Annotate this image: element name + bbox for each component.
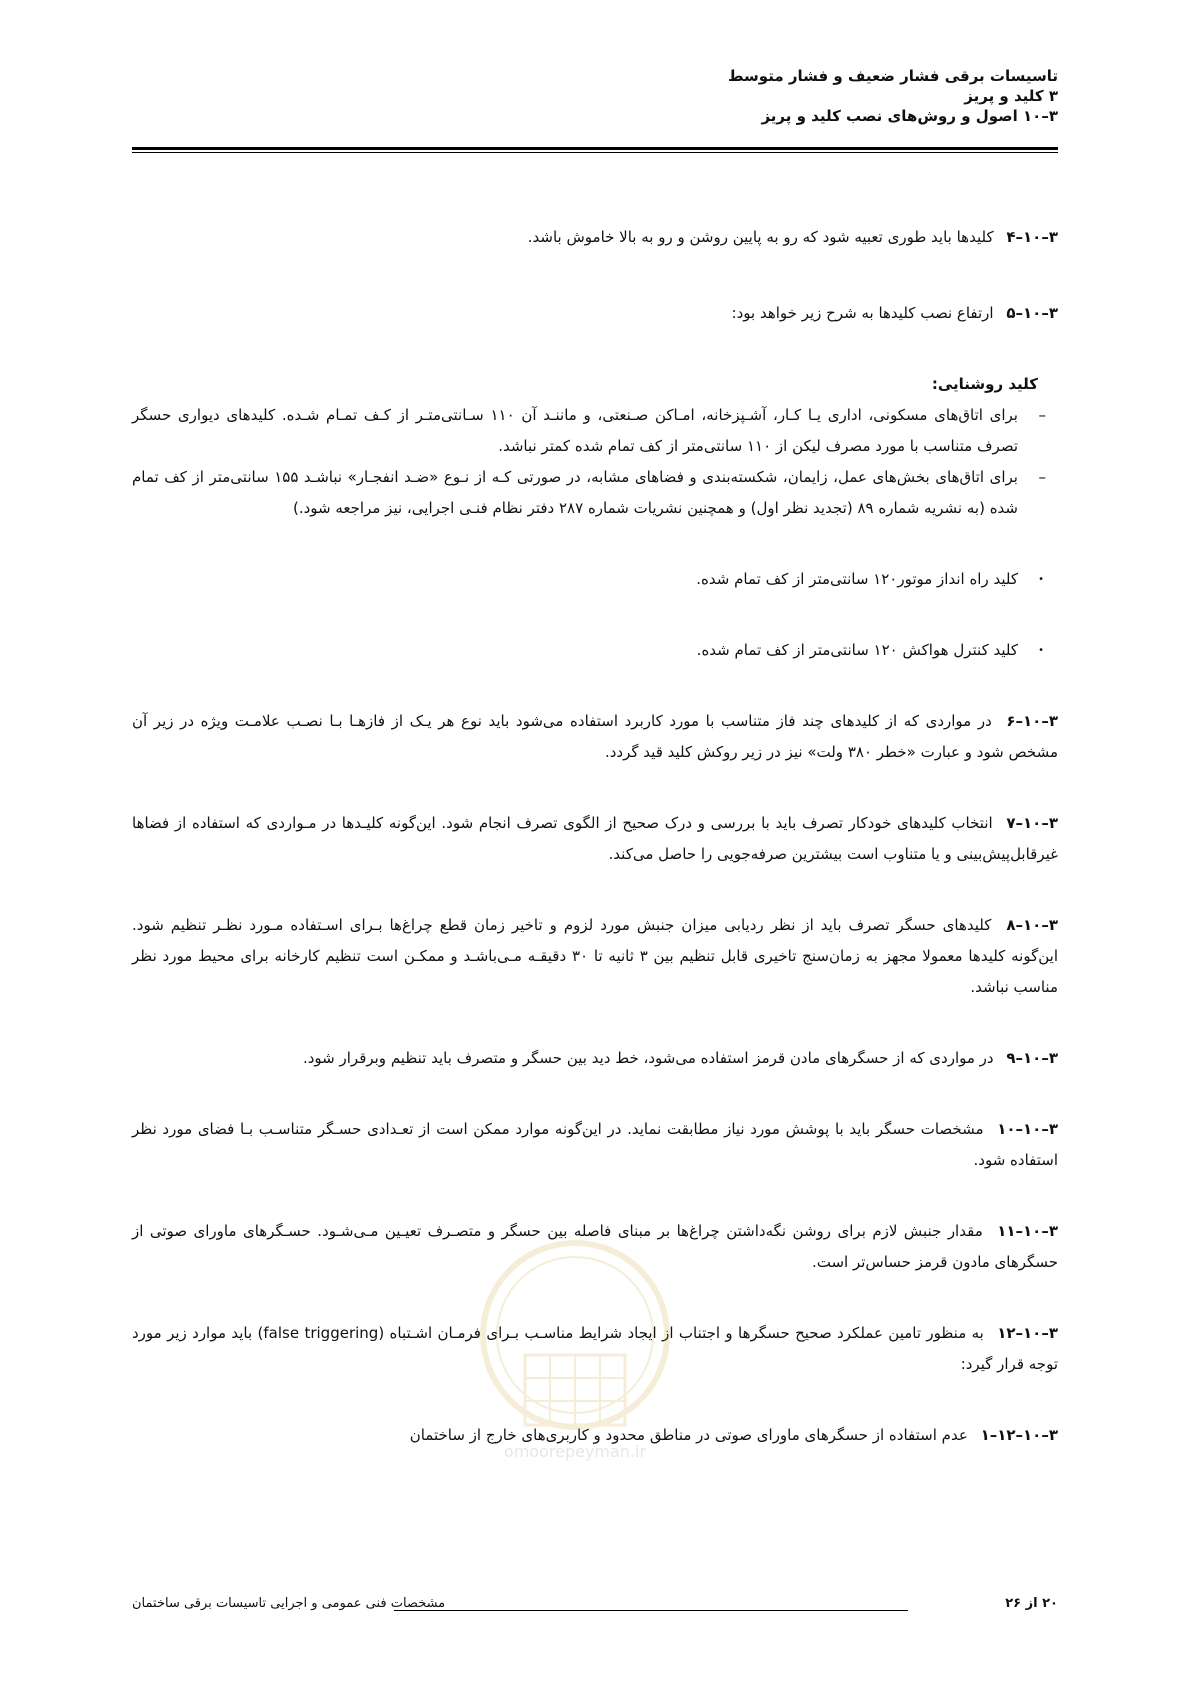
- light-switch-heading: کلید روشنایی:: [931, 375, 1038, 393]
- list-item-text: برای اتاق‌های مسکونی، اداری یـا کـار، آشـپزخانه، امـاکن صـنعتی، و ماننـد آن ۱۱۰ سـانتی‌متـر از کـف تمـام شـده. کلیدهای دیواری حسگر تصرف متناسب با مورد مصرف لیکن از ۱۱۰ سانتی‌متر از کف تمام شده کمتر نباشد.: [132, 406, 1018, 455]
- bullet-marker: •: [1038, 574, 1044, 585]
- section-text: ارتفاع نصب کلیدها به شرح زیر خواهد بود:: [731, 304, 994, 322]
- list-item: [132, 564, 1058, 595]
- section-text: کلیدهای حسگر تصرف باید از نظر ردیابی میزان جنبش مورد لزوم و تاخیر زمان قطع چراغ‌ها بـرای اسـتفاده مـورد نظـر تنظیم شود. این‌گونه کلیدها معمولا مجهز به زمان‌سنج تاخیری قابل تنظیم بین ۳ ثانیه تا ۳۰ دقیقـه مـی‌باشـد و ممکـن است تنظیم کارخانه برای محیط مورد نظر مناسب نباشد.: [132, 916, 1058, 996]
- section-number: ۳–۱۰–۵: [1006, 304, 1058, 322]
- header-line-2: ۳ کلید و پریز: [964, 87, 1058, 105]
- section-number: ۳–۱۰–۱۲–۱: [980, 1426, 1058, 1444]
- footer-title: مشخصات فنی عمومی و اجرایی تاسیسات برقی ساختمان: [132, 1596, 446, 1611]
- section-text: به منظور تامین عملکرد صحیح حسگرها و اجتناب از ایجاد شرایط مناسـب بـرای فرمـان اشـتباه (false triggering) باید موارد زیر مورد توجه قرار گیرد:: [132, 1324, 1058, 1373]
- section-text: در مواردی که از حسگرهای مادن قرمز استفاده می‌شود، خط دید بین حسگر و متصرف باید تنظیم وبرقرار شود.: [302, 1049, 994, 1067]
- header-line-3: ۳–۱۰ اصول و روش‌های نصب کلید و پریز: [761, 107, 1058, 125]
- section-number: ۳–۱۰–۴: [1006, 228, 1058, 246]
- section-text: کلیدها باید طوری تعبیه شود که رو به پایین روشن و رو به بالا خاموش باشد.: [527, 228, 994, 246]
- watermark-text: omoorepeyman.ir: [503, 1442, 647, 1461]
- section-3-10-7: [132, 808, 1058, 870]
- header-rule-thin: [132, 152, 1058, 153]
- list-item: [132, 400, 1058, 462]
- dash-marker: –: [1038, 468, 1046, 486]
- section-3-10-10: [132, 1114, 1058, 1176]
- page-number: ۲۰ از ۲۶: [1005, 1596, 1058, 1611]
- section-number: ۳–۱۰–۱۱: [997, 1222, 1058, 1240]
- section-number: ۳–۱۰–۱۰: [997, 1120, 1058, 1138]
- section-text: در مواردی که از کلیدهای چند فاز متناسب با مورد کاربرد استفاده می‌شود باید نوع هر یـک از فازهـا بـا نصـب علامـت ویژه در زیر آن مشخص شود و عبارت «خطر ۳۸۰ ولت» نیز در زیر روکش کلید قید گردد.: [132, 712, 1058, 761]
- section-3-10-4: [132, 222, 1058, 253]
- section-number: ۳–۱۰–۷: [1006, 814, 1058, 832]
- section-number: ۳–۱۰–۸: [1006, 916, 1058, 934]
- section-text: عدم استفاده از حسگرهای ماورای صوتی در مناطق محدود و کاربری‌های خارج از ساختمان: [409, 1426, 968, 1444]
- list-item: [132, 635, 1058, 666]
- section-3-10-5: [132, 298, 1058, 329]
- list-item: [132, 462, 1058, 524]
- section-number: ۳–۱۰–۱۲: [997, 1324, 1058, 1342]
- section-number: ۳–۱۰–۶: [1006, 712, 1058, 730]
- list-item-text: برای اتاق‌های بخش‌های عمل، زایمان، شکسته‌بندی و فضاهای مشابه، در صورتی کـه از نـوع «ضـد انفجـار» نباشـد ۱۵۵ سانتی‌متر از کف تمام شده (به نشریه شماره ۸۹ (تجدید نظر اول) و همچنین نشریات شماره ۲۸۷ دفتر نظام فنـی اجرایی، نیز مراجعه شود.): [132, 468, 1018, 517]
- footer-rule: [394, 1610, 908, 1611]
- list-item-text: کلید راه انداز موتور۱۲۰ سانتی‌متر از کف تمام شده.: [696, 570, 1018, 588]
- page-footer: [132, 1596, 1058, 1620]
- header-rule-thick: [132, 147, 1058, 150]
- section-text: انتخاب کلیدهای خودکار تصرف باید با بررسی و درک صحیح از الگوی تصرف انجام شود. این‌گونه کلیـدها در مـواردی که استفاده از فضاها غیرقابل‌پیش‌بینی و یا متناوب است بیشترین صرفه‌جویی را حاصل می‌کند.: [132, 814, 1058, 863]
- page-header: [132, 66, 1058, 126]
- bullet-marker: •: [1038, 645, 1044, 656]
- section-3-10-9: [132, 1043, 1058, 1074]
- section-text: مقدار جنبش لازم برای روشن نگه‌داشتن چراغ‌ها بر مبنای فاصله بین حسگر و متصـرف تعیـین مـی‌شـود. حسـگرهای ماورای صوتی از حسگرهای مادون قرمز حساس‌تر است.: [132, 1222, 1058, 1271]
- list-item-text: کلید کنترل هواکش ۱۲۰ سانتی‌متر از کف تمام شده.: [696, 641, 1018, 659]
- section-3-10-8: [132, 910, 1058, 1003]
- watermark-logo: [475, 1205, 675, 1495]
- section-text: مشخصات حسگر باید با پوشش مورد نیاز مطابقت نماید. در این‌گونه موارد ممکن است از تعـدادی حسـگر متناسـب بـا فضای مورد نظر استفاده شود.: [132, 1120, 1058, 1169]
- section-3-10-6: [132, 706, 1058, 768]
- header-line-1: تاسیسات برقی فشار ضعیف و فشار متوسط: [727, 67, 1058, 85]
- dash-marker: –: [1038, 406, 1046, 424]
- section-number: ۳–۱۰–۹: [1006, 1049, 1058, 1067]
